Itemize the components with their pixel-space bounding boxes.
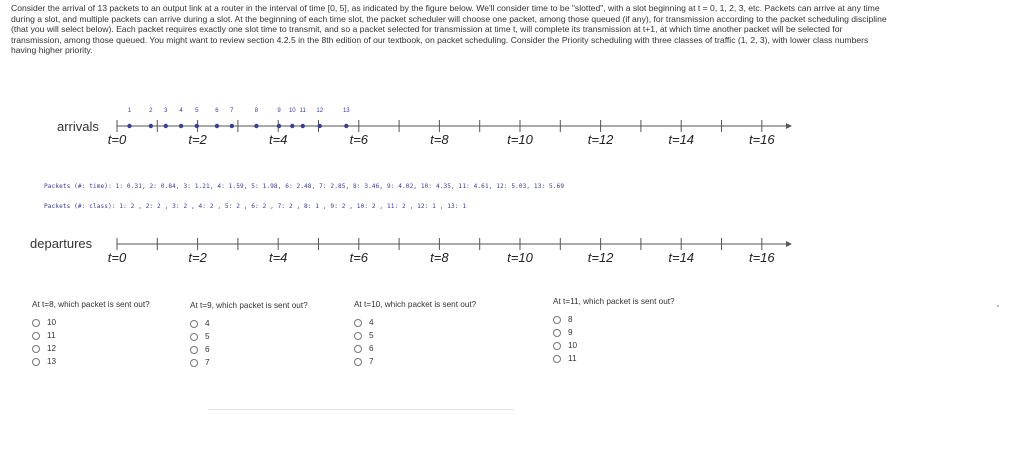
- packet-number-label: 7: [230, 108, 234, 114]
- radio-button[interactable]: [553, 342, 561, 350]
- radio-button[interactable]: [553, 316, 561, 324]
- arrivals-tick-label: t=14: [668, 132, 695, 147]
- radio-button[interactable]: [553, 329, 561, 337]
- radio-button[interactable]: [190, 320, 198, 328]
- departures-axis-arrow: [786, 241, 792, 247]
- departures-tick-label: t=14: [668, 250, 695, 265]
- packet-arrival-dot: [215, 124, 219, 128]
- option-label: 12: [47, 344, 57, 353]
- packet-arrival-dot: [254, 124, 258, 128]
- option-label: 6: [369, 344, 374, 353]
- radio-button[interactable]: [190, 346, 198, 354]
- radio-button[interactable]: [354, 332, 362, 340]
- option-9[interactable]: [553, 326, 675, 339]
- arrivals-tick-label: t=2: [188, 132, 207, 147]
- arrivals-tick-label: t=16: [748, 132, 775, 147]
- option-13[interactable]: [32, 355, 150, 368]
- option-label: 4: [205, 319, 210, 328]
- packet-classes-text: Packets (#: class): 1: 2 , 2: 2 , 3: 2 , 4: 2 , 5: 2 , 6: 2 , 7: 2 , 8: 1 , 9: 2 , 10: 2 , 11: 2 , 12: 1 , 13: 1: [44, 203, 467, 210]
- packet-arrival-dot: [230, 124, 234, 128]
- packet-number-label: 3: [164, 108, 168, 114]
- packet-number-label: 2: [149, 108, 153, 114]
- arrivals-tick-label: t=10: [507, 132, 533, 147]
- radio-button[interactable]: [32, 319, 40, 327]
- radio-button[interactable]: [190, 359, 198, 367]
- arrivals-tick-label: t=8: [430, 132, 449, 147]
- departures-tick-label: t=16: [748, 250, 775, 265]
- departures-timeline: [30, 236, 792, 265]
- packet-arrival-marks: [127, 108, 350, 128]
- option-8[interactable]: [553, 313, 675, 326]
- intro-line: Consider the arrival of 13 packets to an output link at a router in the interval of time [0, 5], as indicated by the figure below. We'll consider time to be "slotted", with a slot beginning at t = 0, 1, 2, 3, etc. Packets can arrive at any time: [11, 3, 880, 13]
- packet-number-label: 6: [215, 108, 219, 114]
- packet-number-label: 10: [288, 108, 296, 114]
- departures-label: departures: [30, 236, 93, 251]
- option-10[interactable]: [32, 316, 150, 329]
- arrivals-label: arrivals: [57, 119, 99, 134]
- departures-tick-label: t=4: [268, 250, 288, 265]
- packet-arrival-dot: [149, 124, 153, 128]
- departures-tick-label: t=2: [188, 250, 207, 265]
- option-11[interactable]: [32, 329, 150, 342]
- packet-number-label: 8: [254, 108, 259, 114]
- radio-button[interactable]: [354, 345, 362, 353]
- option-label: 5: [369, 331, 374, 340]
- arrivals-timeline: [57, 119, 792, 147]
- option-5[interactable]: [190, 330, 308, 343]
- packet-arrival-dot: [127, 124, 131, 128]
- packet-number-label: 11: [299, 108, 306, 114]
- option-label: 10: [568, 341, 578, 350]
- departures-tick-label: t=0: [107, 250, 127, 265]
- packet-arrival-dot: [344, 124, 348, 128]
- option-label: 9: [568, 328, 573, 337]
- arrivals-tick-label: t=6: [349, 132, 369, 147]
- packet-arrival-dot: [318, 124, 322, 128]
- option-label: 7: [369, 357, 374, 366]
- question-t8: [32, 300, 150, 368]
- option-label: 5: [205, 332, 210, 341]
- departures-tick-label: t=12: [587, 250, 614, 265]
- option-label: 13: [47, 357, 57, 366]
- packet-times-text: Packets (#: time): 1: 0.31, 2: 0.84, 3: 1.21, 4: 1.59, 5: 1.98, 6: 2.48, 7: 2.85, 8: 3.46, 9: 4.02, 10: 4.35, 11: 4.61, 12: 5.03, 13: 5.69: [44, 183, 565, 190]
- option-11[interactable]: [553, 352, 675, 365]
- option-label: 4: [369, 318, 374, 327]
- question-title: At t=8, which packet is sent out?: [32, 300, 150, 309]
- arrivals-tick-label: t=0: [107, 132, 127, 147]
- option-6[interactable]: [190, 343, 308, 356]
- packet-number-label: 13: [342, 108, 350, 114]
- radio-button[interactable]: [190, 333, 198, 341]
- radio-button[interactable]: [32, 358, 40, 366]
- radio-button[interactable]: [32, 345, 40, 353]
- question-title: At t=11, which packet is sent out?: [553, 297, 675, 306]
- stray-dot: [997, 305, 999, 307]
- arrivals-tick-label: t=12: [587, 132, 614, 147]
- intro-line: (that you will select below). Each packet requires exactly one slot time to transmit, and so a packet selected for transmission at time t, will complete its transmission at t+1, at which time another packet will be selected for: [11, 24, 843, 35]
- radio-button[interactable]: [354, 358, 362, 366]
- option-label: 11: [47, 331, 56, 340]
- packet-arrival-dot: [164, 124, 168, 128]
- packet-arrival-dot: [195, 124, 199, 128]
- packet-arrival-dot: [301, 124, 305, 128]
- packet-number-label: 5: [195, 108, 199, 114]
- option-5[interactable]: [354, 329, 476, 342]
- option-12[interactable]: [32, 342, 150, 355]
- option-7[interactable]: [354, 355, 476, 368]
- radio-button[interactable]: [354, 319, 362, 327]
- arrivals-tick-label: t=4: [268, 132, 288, 147]
- departures-tick-label: t=10: [507, 250, 533, 265]
- question-title: At t=9, which packet is sent out?: [190, 301, 308, 310]
- option-4[interactable]: [190, 317, 308, 330]
- packet-number-label: 1: [127, 108, 132, 114]
- question-title: At t=10, which packet is sent out?: [354, 300, 477, 309]
- option-7[interactable]: [190, 356, 308, 369]
- intro-line: during a slot, and multiple packets can arrive during a slot. At the beginning of each time slot, the packet scheduler will choose one packet, among those queued (if any), for transmission according to the packet scheduling discipline: [11, 13, 887, 24]
- question-t9: [190, 301, 308, 369]
- packet-number-label: 9: [277, 108, 281, 114]
- packet-arrival-dot: [290, 124, 294, 128]
- option-10[interactable]: [553, 339, 675, 352]
- departures-tick-label: t=6: [349, 250, 369, 265]
- packet-number-label: 4: [179, 108, 183, 114]
- arrivals-axis-arrow: [786, 123, 792, 129]
- option-4[interactable]: [354, 316, 476, 329]
- option-6[interactable]: [354, 342, 476, 355]
- question-t10: [354, 300, 476, 368]
- departures-tick-label: t=8: [430, 250, 449, 265]
- packet-arrival-dot: [179, 124, 183, 128]
- option-label: 7: [205, 358, 210, 367]
- option-label: 10: [47, 318, 57, 327]
- packet-number-label: 12: [316, 108, 324, 114]
- question-t11: [553, 297, 675, 365]
- divider: [208, 409, 514, 410]
- option-label: 8: [568, 315, 573, 324]
- radio-button[interactable]: [32, 332, 40, 340]
- option-label: 6: [205, 345, 210, 354]
- intro-line: transmission, among those queued. You might want to review section 4.2.5 in the 8th edition of our textbook, on packet scheduling. Consider the Priority scheduling with three classes of traffic (1, 2, 3), with lower class numbers: [11, 34, 869, 45]
- intro-line: having higher priority.: [11, 45, 93, 56]
- option-label: 11: [568, 354, 577, 363]
- radio-button[interactable]: [553, 355, 561, 363]
- packet-arrival-dot: [277, 124, 281, 128]
